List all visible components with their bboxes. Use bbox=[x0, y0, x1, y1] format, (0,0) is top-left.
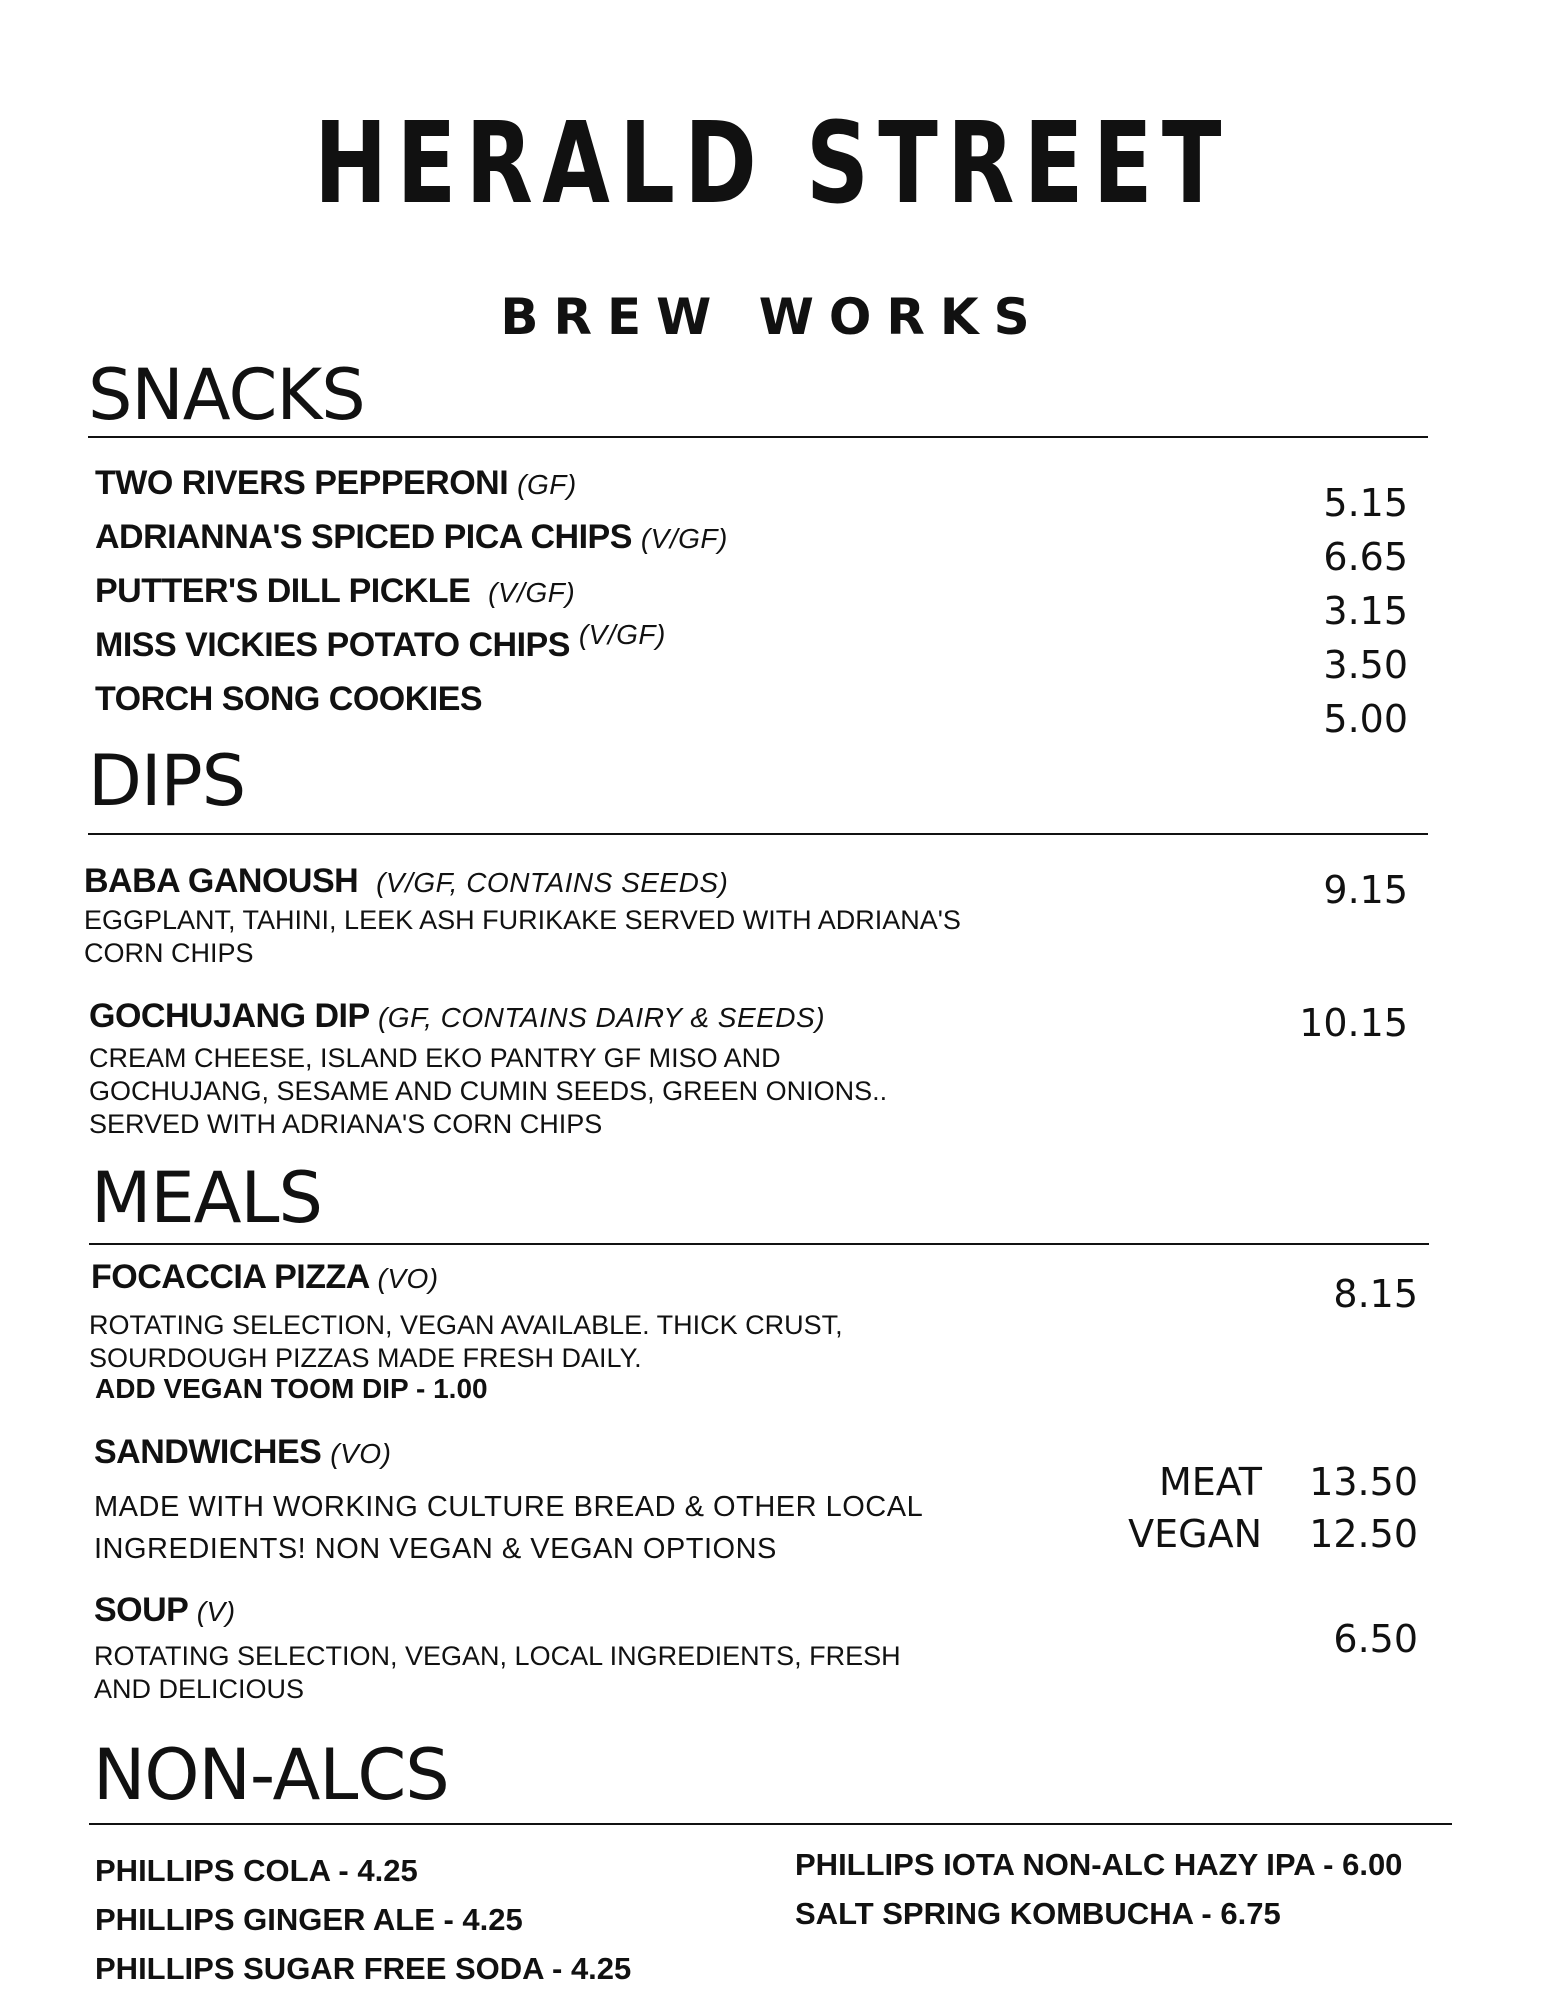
section-divider bbox=[89, 1243, 1429, 1245]
dip-item-description: CREAM CHEESE, ISLAND EKO PANTRY GF MISO AND GOCHUJANG, SESAME AND CUMIN SEEDS, GREEN ONIONS.. SERVED WITH ADRIANA'S CORN CHIPS bbox=[89, 1043, 888, 1139]
meal-item-note: (V) bbox=[196, 1596, 236, 1627]
snack-item-price: 5.00 bbox=[1323, 697, 1408, 741]
dip-item-name: GOCHUJANG DIP (GF, CONTAINS DAIRY & SEEDS) bbox=[89, 997, 826, 1035]
snack-item-note: (V/GF) bbox=[488, 577, 576, 608]
snack-item-name: TORCH SONG COOKIES bbox=[95, 680, 483, 718]
brand-subtitle: BREW WORKS bbox=[500, 288, 1045, 346]
drink-item: SALT SPRING KOMBUCHA - 6.75 bbox=[795, 1896, 1281, 1931]
section-title-snacks: SNACKS bbox=[88, 354, 365, 436]
brand-title: HERALD STREET bbox=[314, 99, 1231, 229]
meal-item-name: FOCACCIA PIZZA (VO) bbox=[91, 1258, 439, 1296]
drink-item: PHILLIPS COLA - 4.25 bbox=[95, 1853, 418, 1888]
dip-item-description: EGGPLANT, TAHINI, LEEK ASH FURIKAKE SERVED WITH ADRIANA'S CORN CHIPS bbox=[84, 905, 961, 968]
snack-item-name: TWO RIVERS PEPPERONI (GF) bbox=[95, 464, 577, 502]
dip-item-name: BABA GANOUSH (V/GF, CONTAINS SEEDS) bbox=[84, 862, 729, 900]
meal-item-description: ROTATING SELECTION, VEGAN AVAILABLE. THICK CRUST, SOURDOUGH PIZZAS MADE FRESH DAILY. bbox=[89, 1310, 843, 1373]
meal-item-note: (VO) bbox=[330, 1438, 392, 1469]
sandwich-option-label: MEAT bbox=[1158, 1460, 1262, 1504]
snack-item-note: (V/GF) bbox=[578, 619, 666, 650]
snack-item-name: MISS VICKIES POTATO CHIPS $^{(V/GF)}$ bbox=[95, 619, 666, 664]
section-title-dips: DIPS bbox=[88, 740, 246, 822]
dip-item-note: (V/GF, CONTAINS SEEDS) bbox=[376, 867, 729, 898]
drink-item: PHILLIPS SUGAR FREE SODA - 4.25 bbox=[95, 1951, 632, 1986]
dip-item-price: 9.15 bbox=[1323, 868, 1408, 912]
snack-item-note: (V/GF) bbox=[640, 523, 728, 554]
section-divider bbox=[88, 833, 1428, 835]
drink-item: PHILLIPS GINGER ALE - 4.25 bbox=[95, 1902, 523, 1937]
sandwich-option-price: 12.50 bbox=[1309, 1512, 1418, 1556]
snack-item-name: PUTTER'S DILL PICKLE (V/GF) bbox=[95, 572, 576, 610]
sandwich-option-label: VEGAN bbox=[1128, 1512, 1262, 1556]
dip-item-price: 10.15 bbox=[1299, 1001, 1408, 1045]
meal-item-name: SOUP (V) bbox=[94, 1591, 236, 1629]
sandwich-option-labels bbox=[1128, 1456, 1262, 1560]
snack-item-price: 3.15 bbox=[1323, 589, 1408, 633]
snack-item-note: (GF) bbox=[517, 469, 577, 500]
snack-item-price: 5.15 bbox=[1323, 481, 1408, 525]
dip-item-note: (GF, CONTAINS DAIRY & SEEDS) bbox=[377, 1002, 826, 1033]
meal-item-note: (VO) bbox=[377, 1263, 439, 1294]
meal-item-name: SANDWICHES (VO) bbox=[94, 1433, 392, 1471]
meal-item-description: ROTATING SELECTION, VEGAN, LOCAL INGREDIENTS, FRESH AND DELICIOUS bbox=[94, 1641, 901, 1704]
meal-item-description: MADE WITH WORKING CULTURE BREAD & OTHER LOCAL INGREDIENTS! NON VEGAN & VEGAN OPTIONS bbox=[94, 1491, 924, 1565]
section-divider bbox=[89, 1823, 1452, 1825]
snack-item-price: 6.65 bbox=[1323, 535, 1408, 579]
section-divider bbox=[88, 436, 1428, 438]
meal-addon: ADD VEGAN TOOM DIP - 1.00 bbox=[95, 1373, 488, 1404]
section-title-nonalcs: NON-ALCS bbox=[93, 1734, 449, 1816]
snack-item-name: ADRIANNA'S SPICED PICA CHIPS (V/GF) bbox=[95, 518, 728, 556]
sandwich-option-prices bbox=[1309, 1456, 1418, 1560]
snack-item-price: 3.50 bbox=[1323, 643, 1408, 687]
drink-item: PHILLIPS IOTA NON-ALC HAZY IPA - 6.00 bbox=[795, 1847, 1403, 1882]
meal-item-price: 6.50 bbox=[1333, 1617, 1418, 1661]
sandwich-option-price: 13.50 bbox=[1309, 1460, 1418, 1504]
section-title-meals: MEALS bbox=[91, 1157, 322, 1239]
meal-item-price: 8.15 bbox=[1333, 1272, 1418, 1316]
